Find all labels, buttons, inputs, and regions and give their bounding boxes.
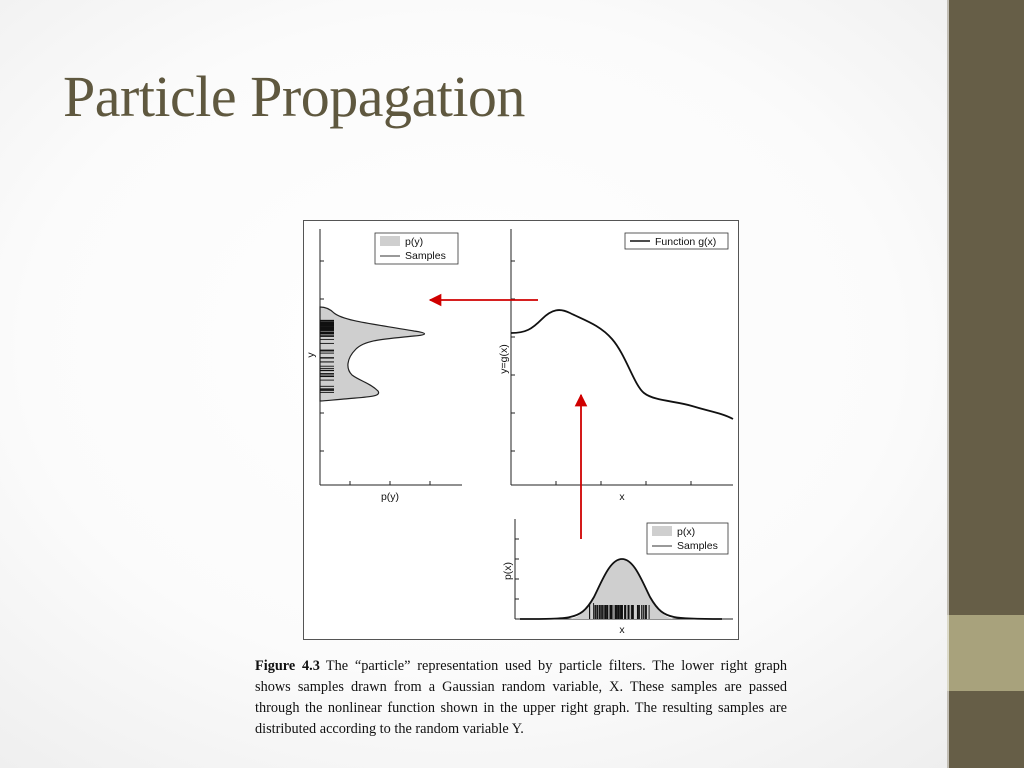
figure-caption: [255, 656, 787, 740]
py-legend-swatch: [380, 236, 400, 246]
px-panel: [502, 519, 733, 636]
px-legend-label-1: p(x): [677, 526, 696, 538]
sidebar-accent-block: [947, 615, 1024, 691]
gx-legend-label: Function g(x): [655, 236, 717, 248]
figure-diagram: [304, 221, 738, 639]
caption-text: The “particle” representation used by particle filters. The lower right graph shows samples drawn from a Gaussian random variable, X. These samples are passed through the nonlinear function shown in the upper right graph. The resulting samples are distributed according to the random variable Y.: [255, 658, 787, 737]
py-density-area: [320, 307, 425, 401]
px-xlabel: x: [619, 624, 625, 636]
py-legend-label-1: p(y): [405, 236, 424, 248]
py-xlabel: p(y): [380, 491, 400, 503]
px-legend-label-2: Samples: [677, 540, 718, 552]
gx-ticks: [511, 261, 691, 485]
gx-ylabel: y=g(x): [498, 344, 510, 374]
py-panel: [305, 229, 462, 503]
py-legend: [375, 233, 458, 264]
gx-panel: [498, 229, 733, 503]
figure: [303, 220, 739, 640]
px-legend-swatch: [652, 526, 672, 536]
py-ylabel: y: [305, 352, 317, 358]
py-legend-label-2: Samples: [405, 250, 446, 262]
px-ylabel: p(x): [502, 561, 514, 581]
gx-xlabel: x: [619, 491, 625, 503]
gx-function-curve: [511, 310, 733, 419]
px-ticks: [515, 539, 519, 599]
sidebar-edge: [947, 0, 949, 768]
gx-legend: [625, 233, 728, 249]
slide-title: Particle Propagation: [63, 64, 525, 129]
caption-label: Figure 4.3: [255, 658, 320, 674]
px-legend: [647, 523, 728, 554]
